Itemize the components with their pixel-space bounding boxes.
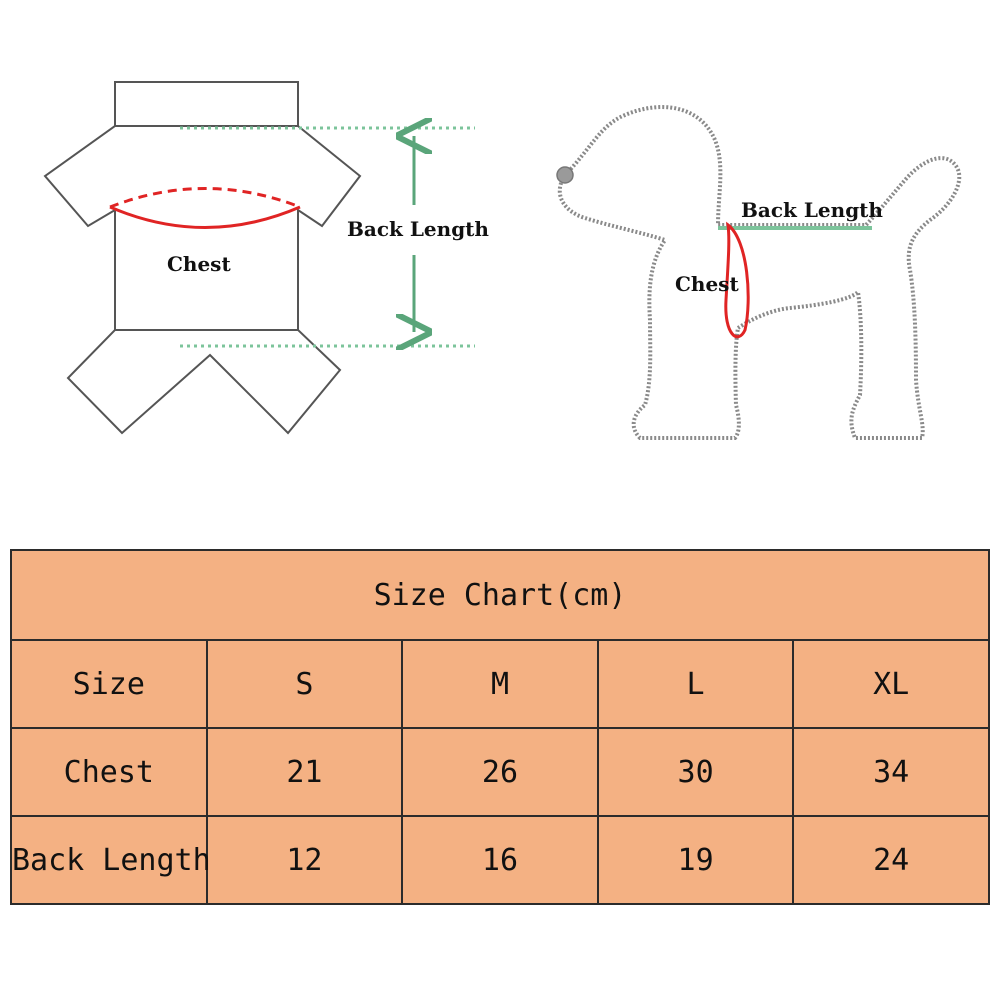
size-chart-table — [10, 549, 990, 905]
dog-diagram — [557, 107, 959, 438]
back-length-row-label: Back Length — [11, 816, 207, 904]
measurement-illustration — [0, 0, 1000, 470]
back-length-row — [11, 816, 989, 904]
back-length-value-xl: 24 — [793, 816, 989, 904]
back-length-value-m: 16 — [402, 816, 598, 904]
size-chart-title: Size Chart(cm) — [11, 550, 989, 640]
chest-value-s: 21 — [207, 728, 403, 816]
size-header-s: S — [207, 640, 403, 728]
size-header-row — [11, 640, 989, 728]
dog-outline — [560, 107, 960, 438]
back-length-value-l: 19 — [598, 816, 794, 904]
size-header-m: M — [402, 640, 598, 728]
dog-nose — [557, 167, 573, 183]
chest-value-xl: 34 — [793, 728, 989, 816]
chest-value-m: 26 — [402, 728, 598, 816]
size-header-xl: XL — [793, 640, 989, 728]
size-header-l: L — [598, 640, 794, 728]
measurement-diagrams — [0, 0, 1000, 470]
chest-row — [11, 728, 989, 816]
chest-row-label: Chest — [11, 728, 207, 816]
back-length-label-right: Back Length — [741, 198, 883, 222]
chest-value-l: 30 — [598, 728, 794, 816]
garment-diagram — [45, 82, 489, 433]
size-header-label: Size — [11, 640, 207, 728]
chest-label-left: Chest — [167, 252, 231, 276]
chest-label-right: Chest — [675, 272, 739, 296]
back-length-value-s: 12 — [207, 816, 403, 904]
back-length-label-left: Back Length — [347, 217, 489, 241]
